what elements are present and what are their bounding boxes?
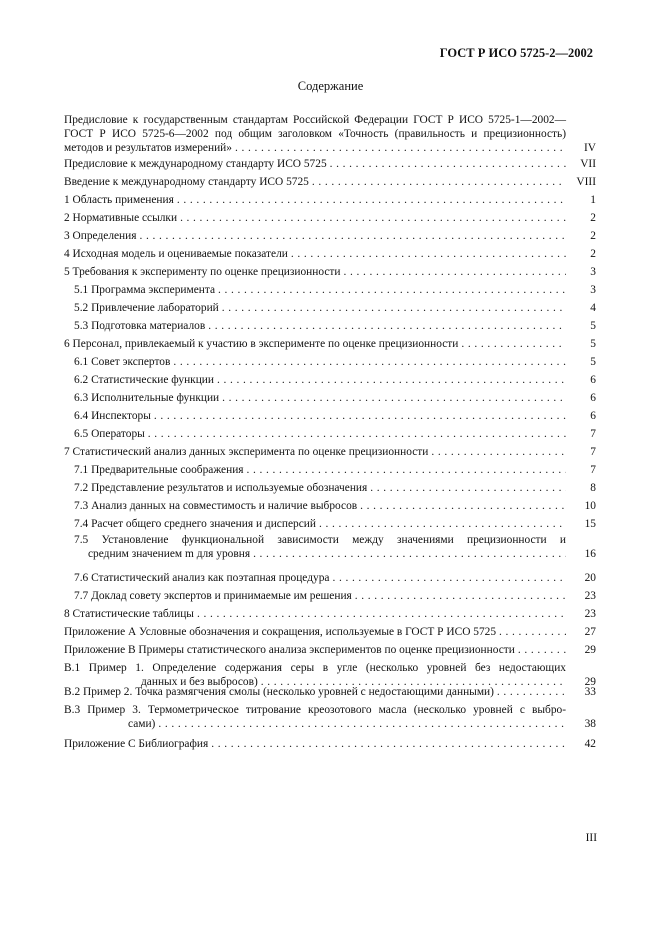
dot-leader <box>250 547 566 561</box>
toc-entry[interactable] <box>64 685 596 699</box>
dot-leader <box>352 589 566 603</box>
toc-page-number: 20 <box>584 572 596 584</box>
toc-entry[interactable] <box>64 113 596 155</box>
toc-line <box>64 247 596 261</box>
toc-entry[interactable] <box>64 229 596 243</box>
toc-entry[interactable] <box>64 703 596 731</box>
toc-page-number: IV <box>583 142 596 154</box>
toc-line <box>64 229 596 243</box>
toc-entry-title: 6.2 Статистические функции <box>74 374 214 386</box>
toc-entry-title: 6.4 Инспекторы <box>74 410 151 422</box>
toc-entry[interactable] <box>64 211 596 225</box>
toc-page-number: 5 <box>590 320 596 332</box>
toc-entry-title: средним значением m для уровня <box>88 548 251 560</box>
toc-entry-title: данных и без выбросов) <box>141 676 258 688</box>
dot-leader <box>219 301 566 315</box>
dot-leader <box>214 373 566 387</box>
dot-leader <box>194 607 566 621</box>
toc-entry[interactable] <box>64 337 596 351</box>
dot-leader <box>340 265 566 279</box>
toc-line <box>64 283 596 297</box>
toc-entry[interactable] <box>64 409 596 423</box>
toc-line <box>64 661 566 675</box>
toc-entry-title: 7.4 Расчет общего среднего значения и дисперсий <box>74 518 316 530</box>
dot-leader <box>232 141 566 155</box>
toc-line <box>64 589 596 603</box>
toc-page-number: 1 <box>590 194 596 206</box>
toc-line <box>64 481 596 495</box>
toc-entry-title: 2 Нормативные ссылки <box>64 212 178 224</box>
standard-designation: ГОСТ Р ИСО 5725-2—2002 <box>439 46 593 60</box>
toc-line <box>64 445 596 459</box>
toc-line <box>64 127 566 141</box>
toc-page-number: 7 <box>590 464 596 476</box>
toc-line <box>64 157 596 171</box>
toc-page-number: 6 <box>590 374 596 386</box>
toc-entry[interactable] <box>64 193 596 207</box>
toc-page-number: 23 <box>584 608 596 620</box>
toc-page-number: VII <box>580 158 596 170</box>
toc-entry[interactable] <box>64 247 596 261</box>
toc-page-number: 5 <box>590 356 596 368</box>
toc-entry-title: 5 Требования к эксперименту по оценке прецизионности <box>64 266 341 278</box>
toc-entry[interactable] <box>64 481 596 495</box>
toc-page-number: 8 <box>590 482 596 494</box>
toc-entry[interactable] <box>64 589 596 603</box>
toc-entry-title: 7.1 Предварительные соображения <box>74 464 244 476</box>
toc-entry-title: ГОСТ Р ИСО 5725-6—2002 под общим заголовком «Точность (правильность и прецизионность) <box>64 128 566 140</box>
toc-line <box>64 463 596 477</box>
toc-entry[interactable] <box>64 533 596 561</box>
toc-line <box>64 685 596 699</box>
toc-page-number: 15 <box>584 518 596 530</box>
dot-leader <box>205 319 566 333</box>
toc-page-number: 6 <box>590 410 596 422</box>
dot-leader <box>329 571 566 585</box>
toc-page-number: 7 <box>590 446 596 458</box>
contents-title: Содержание <box>297 79 364 93</box>
dot-leader <box>155 717 566 731</box>
dot-leader <box>288 247 566 261</box>
toc-entry-title: В.3 Пример 3. Термометрическое титрование креозотового масла (несколько уровней с выбро- <box>64 704 566 716</box>
toc-entry[interactable] <box>64 391 596 405</box>
toc-page-number: VIII <box>576 176 596 188</box>
toc-entry[interactable] <box>64 319 596 333</box>
toc-entry-title: 6 Персонал, привлекаемый к участию в эксперименте по оценке прецизионности <box>64 338 459 350</box>
toc-line <box>64 737 596 751</box>
dot-leader <box>316 517 566 531</box>
dot-leader <box>496 625 566 639</box>
dot-leader <box>244 463 566 477</box>
dot-leader <box>428 445 566 459</box>
toc-entry[interactable] <box>64 283 596 297</box>
toc-page-number: 2 <box>590 230 596 242</box>
toc-line <box>64 373 596 387</box>
toc-entry[interactable] <box>64 517 596 531</box>
toc-page-number: 5 <box>590 338 596 350</box>
toc-line <box>64 643 596 657</box>
toc-line <box>64 717 596 731</box>
toc-page-number: 38 <box>584 718 596 730</box>
dot-leader <box>367 481 566 495</box>
toc-entry-title: 3 Определения <box>64 230 137 242</box>
toc-line <box>64 113 566 127</box>
dot-leader <box>145 427 566 441</box>
dot-leader <box>458 337 566 351</box>
toc-line <box>64 355 596 369</box>
dot-leader <box>327 157 566 171</box>
toc-line <box>64 625 596 639</box>
dot-leader <box>215 283 566 297</box>
toc-entry-title: Предисловие к международному стандарту ИСО 5725 <box>64 158 327 170</box>
toc-line <box>64 547 596 561</box>
toc-entry-title: 6.3 Исполнительные функции <box>74 392 220 404</box>
toc-entry[interactable] <box>64 157 596 171</box>
toc-entry[interactable] <box>64 301 596 315</box>
toc-entry[interactable] <box>64 643 596 657</box>
dot-leader <box>137 229 567 243</box>
toc-entry[interactable] <box>64 737 596 751</box>
toc-page-number: 2 <box>590 212 596 224</box>
dot-leader <box>219 391 566 405</box>
toc-entry-title: Приложение В Примеры статистического анализа экспериментов по оценке прецизионности <box>64 644 515 656</box>
toc-entry-title: 1 Область применения <box>64 194 174 206</box>
dot-leader <box>208 737 566 751</box>
dot-leader <box>151 409 566 423</box>
toc-entry-title: 4 Исходная модель и оцениваемые показатели <box>64 248 288 260</box>
toc-page-number: 33 <box>584 686 596 698</box>
toc-entry[interactable] <box>64 607 596 621</box>
toc-entry[interactable] <box>64 445 596 459</box>
dot-leader <box>494 685 566 699</box>
toc-entry-title: 7.6 Статистический анализ как поэтапная процедура <box>74 572 330 584</box>
toc-entry-title: 5.1 Программа эксперимента <box>74 284 216 296</box>
toc-entry-title: 6.1 Совет экспертов <box>74 356 171 368</box>
toc-line <box>64 319 596 333</box>
toc-entry[interactable] <box>64 499 596 513</box>
toc-entry-title: 7.2 Представление результатов и используемые обозначения <box>74 482 368 494</box>
toc-line <box>64 211 596 225</box>
toc-page-number: 10 <box>584 500 596 512</box>
toc-line <box>64 337 596 351</box>
dot-leader <box>309 175 566 189</box>
toc-line <box>64 499 596 513</box>
toc-entry-title: Приложение А Условные обозначения и сокращения, используемые в ГОСТ Р ИСО 5725 <box>64 626 497 638</box>
toc-page-number: 4 <box>590 302 596 314</box>
toc-entry-title: В.1 Пример 1. Определение содержания серы в угле (несколько уровней без недостающих <box>64 662 566 674</box>
toc-entry-title: 5.3 Подготовка материалов <box>74 320 206 332</box>
toc-entry-title: методов и результатов измерений» <box>64 142 232 154</box>
toc-line <box>64 265 596 279</box>
toc-page-number: 23 <box>584 590 596 602</box>
dot-leader <box>357 499 566 513</box>
toc-entry-title: 7.3 Анализ данных на совместимость и наличие выбросов <box>74 500 358 512</box>
toc-entry[interactable] <box>64 427 596 441</box>
toc-page-number: 27 <box>584 626 596 638</box>
toc-line <box>64 571 596 585</box>
toc-entry-title: Приложение С Библиография <box>64 738 209 750</box>
toc-page-number: 6 <box>590 392 596 404</box>
toc-line <box>64 391 596 405</box>
toc-page-number: 29 <box>584 676 596 688</box>
toc-entry[interactable] <box>64 265 596 279</box>
toc-line <box>64 175 596 189</box>
toc-entry[interactable] <box>64 463 596 477</box>
toc-entry-title: 7 Статистический анализ данных эксперимента по оценке прецизионности <box>64 446 429 458</box>
toc-entry[interactable] <box>64 175 596 189</box>
toc-line <box>64 193 596 207</box>
toc-page-number: 2 <box>590 248 596 260</box>
toc-page-number: 42 <box>584 738 596 750</box>
toc-page-number: 3 <box>590 266 596 278</box>
dot-leader <box>177 211 566 225</box>
toc-entry[interactable] <box>64 625 596 639</box>
toc-entry-title: сами) <box>128 718 156 730</box>
toc-entry-title: 7.5 Установление функциональной зависимости между значениями прецизионности и <box>74 534 566 546</box>
toc-entry-title: Введение к международному стандарту ИСО 5725 <box>64 176 309 188</box>
toc-entry[interactable] <box>64 355 596 369</box>
toc-line <box>64 409 596 423</box>
toc-line <box>64 141 596 155</box>
toc-page-number: 3 <box>590 284 596 296</box>
toc-entry-title: В.2 Пример 2. Точка размягчения смолы (несколько уровней с недостающими данными) <box>64 686 494 698</box>
toc-entry-title: 7.7 Доклад совету экспертов и принимаемые им решения <box>74 590 352 602</box>
dot-leader <box>170 355 566 369</box>
page-number: III <box>585 832 597 844</box>
toc-page-number: 16 <box>584 548 596 560</box>
toc-line <box>64 607 596 621</box>
toc-line <box>64 301 596 315</box>
toc-line <box>64 517 596 531</box>
toc-page-number: 7 <box>590 428 596 440</box>
toc-entry-title: 8 Статистические таблицы <box>64 608 194 620</box>
toc-entry-title: 6.5 Операторы <box>74 428 145 440</box>
toc-line <box>64 533 566 547</box>
toc-line <box>64 427 596 441</box>
toc-entry[interactable] <box>64 373 596 387</box>
toc-entry-title: 5.2 Привлечение лабораторий <box>74 302 219 314</box>
toc-page-number: 29 <box>584 644 596 656</box>
toc-entry-title: Предисловие к государственным стандартам Российской Федерации ГОСТ Р ИСО 5725-1—2002— <box>64 114 566 126</box>
toc-entry[interactable] <box>64 571 596 585</box>
toc-line <box>64 703 566 717</box>
dot-leader <box>515 643 566 657</box>
dot-leader <box>174 193 566 207</box>
